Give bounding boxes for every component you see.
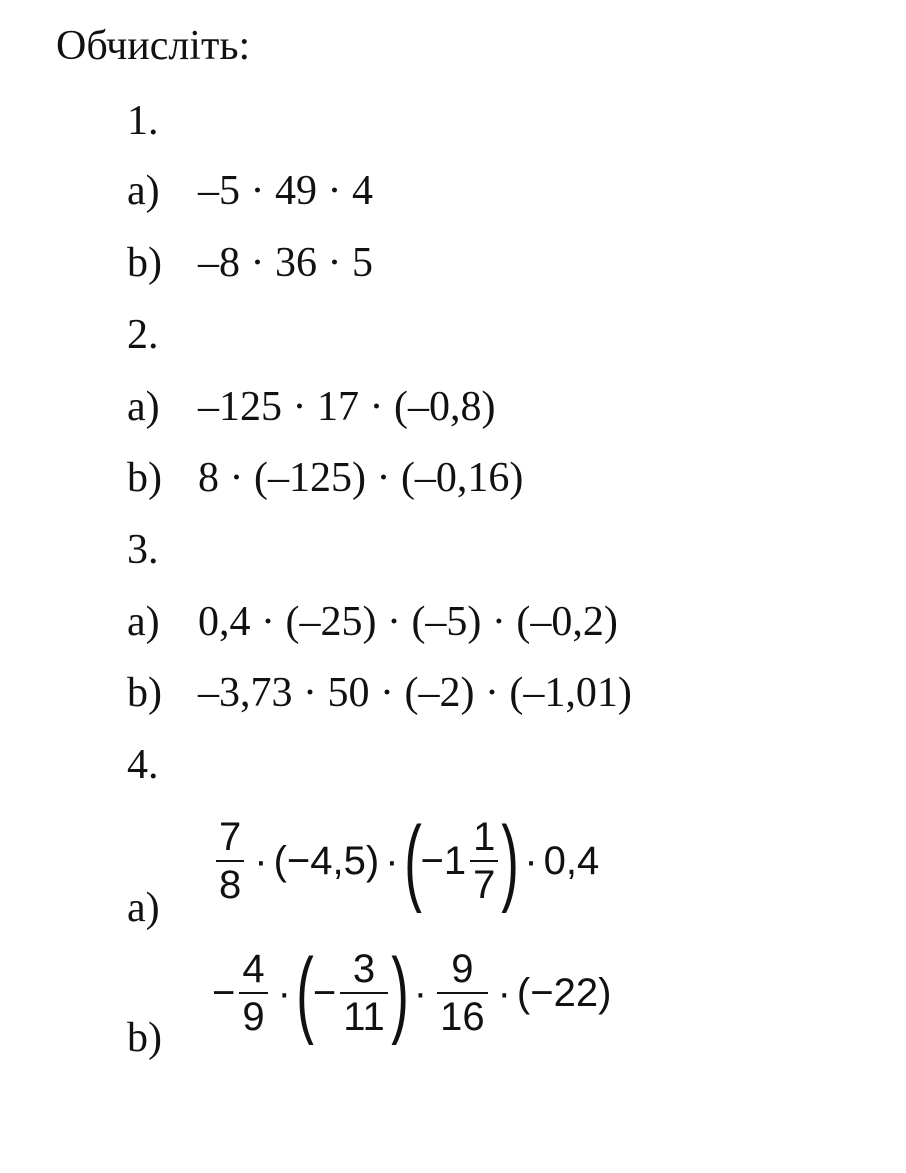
multiply-sign: · [254, 839, 268, 883]
multiply-sign: · [385, 839, 399, 883]
expression: –5 · 49 · 4 [198, 168, 373, 214]
fraction [340, 949, 388, 1037]
close-paren: ) [501, 807, 520, 914]
factor: (−22) [516, 971, 612, 1015]
denominator: 8 [216, 860, 244, 905]
denominator: 9 [239, 992, 267, 1037]
fraction-expression [212, 806, 599, 916]
item-label: b) [127, 455, 162, 501]
section-number: 1. [127, 98, 159, 144]
section-number: 2. [127, 312, 159, 358]
minus-sign: − [312, 971, 337, 1015]
item-label: b) [127, 670, 162, 716]
open-paren: ( [403, 807, 422, 914]
factor: (−4,5) [273, 839, 380, 883]
numerator: 3 [352, 947, 376, 991]
section-number: 4. [127, 742, 159, 788]
expression: –3,73 · 50 · (–2) · (–1,01) [198, 670, 632, 716]
fraction-expression [212, 938, 611, 1048]
factor: 0,4 [543, 839, 600, 883]
item-label: b) [127, 240, 162, 286]
page-title: Обчисліть: [56, 23, 251, 69]
item-label: a) [127, 384, 160, 430]
multiply-sign: · [497, 971, 511, 1015]
expression: 8 · (–125) · (–0,16) [198, 455, 524, 501]
multiply-sign: · [524, 839, 538, 883]
numerator: 9 [451, 947, 474, 991]
multiply-sign: · [413, 971, 428, 1015]
expression: 0,4 · (–25) · (–5) · (–0,2) [198, 599, 618, 645]
item-label: b) [127, 1015, 162, 1061]
item-label: a) [127, 885, 160, 931]
minus-sign: − [212, 971, 236, 1015]
expression: –125 · 17 · (–0,8) [198, 384, 496, 430]
multiply-sign: · [277, 971, 291, 1015]
fraction [239, 949, 267, 1037]
numerator: 7 [219, 815, 242, 859]
section-number: 3. [127, 527, 159, 573]
item-label: a) [127, 168, 160, 214]
denominator: 7 [470, 860, 498, 905]
close-paren: ) [390, 939, 409, 1046]
open-paren: ( [296, 939, 314, 1046]
numerator: 4 [242, 947, 265, 991]
fraction [216, 817, 244, 905]
expression: –8 · 36 · 5 [198, 240, 373, 286]
item-label: a) [127, 599, 160, 645]
numerator: 1 [473, 815, 496, 859]
denominator: 16 [437, 992, 488, 1037]
denominator: 11 [340, 992, 388, 1037]
fraction [437, 949, 488, 1037]
whole-part: −1 [420, 839, 467, 883]
fraction [470, 817, 498, 905]
